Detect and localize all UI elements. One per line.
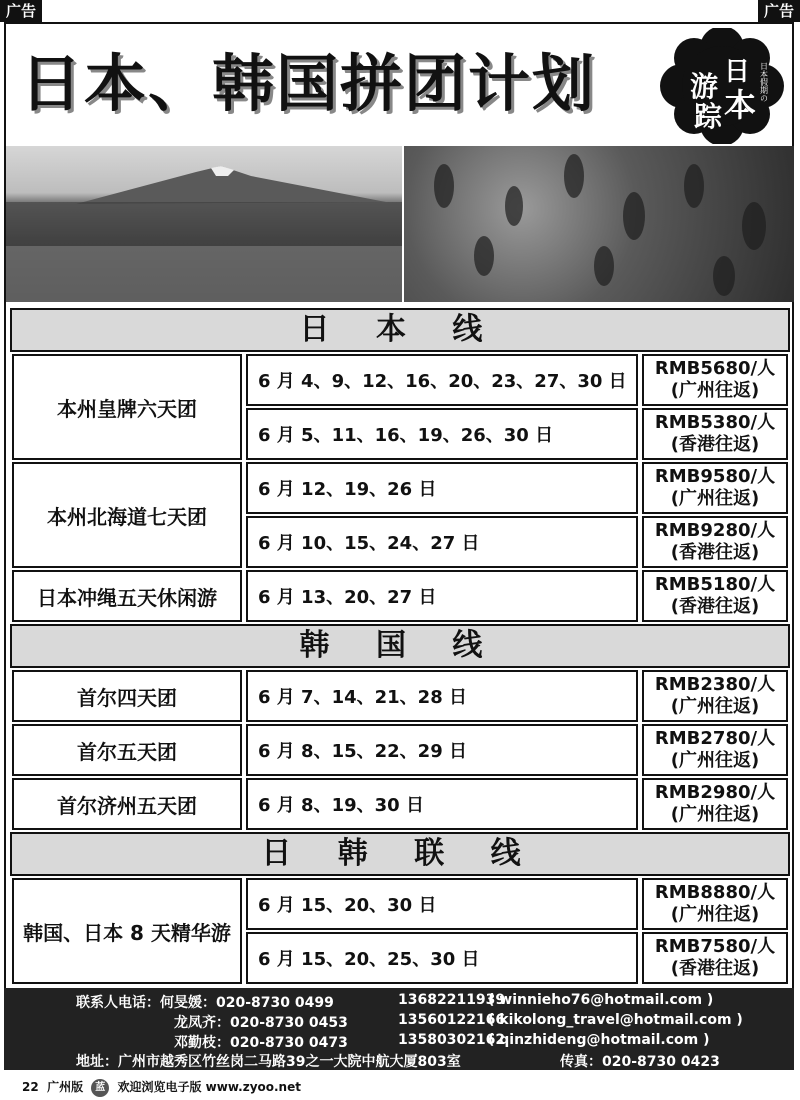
contact-email[interactable]: ( winnieho76@hotmail.com ) (488, 992, 714, 1008)
contact-mobile: 13580302162 (398, 1032, 506, 1048)
departure-dates: 6 月 5、11、16、19、26、30 日 (246, 408, 638, 460)
tour-price (642, 570, 788, 622)
contact-email[interactable]: ( kikolong_travel@hotmail.com ) (488, 1012, 743, 1028)
fax-number: 020-8730 0423 (602, 1054, 720, 1070)
price-amount: RMB2380/人 (654, 674, 776, 695)
contact-name: 何旻媛： (160, 995, 216, 1011)
route-note: (广州往返) (670, 696, 760, 717)
route-note: (广州往返) (670, 750, 760, 771)
contact-phone: 020-8730 0473 (230, 1035, 348, 1051)
tour-price (642, 778, 788, 830)
price-amount: RMB5380/人 (654, 412, 776, 433)
route-note: (广州往返) (670, 380, 760, 401)
contact-mobile: 13682211939 (398, 992, 506, 1008)
logo-char: 本 (724, 86, 757, 124)
route-note: (广州往返) (670, 804, 760, 825)
route-note: (香港往返) (670, 958, 760, 979)
edition-label: 广州版 (47, 1080, 84, 1094)
tour-name: 韩国、日本 8 天精华游 (12, 878, 242, 984)
contact-email[interactable]: ( qinzhideng@hotmail.com ) (488, 1032, 710, 1048)
tour-price (642, 724, 788, 776)
badge-icon: 蓝 (91, 1079, 109, 1097)
page-footer (22, 1078, 301, 1097)
route-note: (香港往返) (670, 542, 760, 563)
contact-name: 邓勤枝： (174, 1035, 230, 1051)
departure-dates: 6 月 15、20、30 日 (246, 878, 638, 930)
photo-lavender-closeup (404, 146, 794, 302)
route-note: (香港往返) (670, 596, 760, 617)
price-amount: RMB2780/人 (654, 728, 776, 749)
logo-char: 游 (690, 70, 719, 103)
departure-dates: 6 月 8、19、30 日 (246, 778, 638, 830)
tour-name: 日本冲绳五天休闲游 (12, 570, 242, 622)
tour-price (642, 408, 788, 460)
departure-dates: 6 月 7、14、21、28 日 (246, 670, 638, 722)
contact-mobile: 13560122166 (398, 1012, 506, 1028)
departure-dates: 6 月 10、15、24、27 日 (246, 516, 638, 568)
photo-mount-fuji-lavender (6, 146, 402, 302)
tour-price (642, 354, 788, 406)
section-heading: 日 本 线 (10, 308, 790, 352)
contact-phone: 020-8730 0499 (216, 995, 334, 1011)
tour-name: 首尔济州五天团 (12, 778, 242, 830)
route-note: (广州往返) (670, 904, 760, 925)
logo-ring-text: 日本假期の (759, 62, 769, 102)
tour-name: 首尔四天团 (12, 670, 242, 722)
tour-name: 首尔五天团 (12, 724, 242, 776)
logo-char: 日 (724, 57, 751, 87)
tour-price (642, 516, 788, 568)
price-amount: RMB7580/人 (654, 936, 776, 957)
price-amount: RMB2980/人 (654, 782, 776, 803)
route-note: (广州往返) (670, 488, 760, 509)
section-heading: 韩 国 线 (10, 624, 790, 668)
mountain-illustration (6, 146, 402, 302)
contact-label: 联系人电话： (76, 995, 160, 1011)
tour-price (642, 932, 788, 984)
contact-phone: 020-8730 0453 (230, 1015, 348, 1031)
contact-panel (4, 988, 794, 1070)
tour-price (642, 462, 788, 514)
address-text: 广州市越秀区竹丝岗二马路39之一大院中航大厦803室 (118, 1054, 461, 1070)
price-amount: RMB5680/人 (654, 358, 776, 379)
departure-dates: 6 月 15、20、25、30 日 (246, 932, 638, 984)
tour-price (642, 878, 788, 930)
price-amount: RMB9580/人 (654, 466, 776, 487)
departure-dates: 6 月 4、9、12、16、20、23、27、30 日 (246, 354, 638, 406)
tour-name: 本州北海道七天团 (12, 462, 242, 568)
photo-strip (6, 146, 794, 302)
contact-name: 龙凤齐： (174, 1015, 230, 1031)
route-note: (香港往返) (670, 434, 760, 455)
price-amount: RMB8880/人 (654, 882, 776, 903)
travel-logo (660, 28, 784, 144)
lavender-illustration (404, 146, 794, 302)
footer-slogan: 欢迎浏览电子版 (117, 1080, 202, 1094)
price-amount: RMB5180/人 (654, 574, 776, 595)
fax-label: 传真： (560, 1054, 602, 1070)
price-amount: RMB9280/人 (654, 520, 776, 541)
page-number: 22 (22, 1080, 39, 1094)
footer-url[interactable]: www.zyoo.net (205, 1080, 301, 1094)
ad-tag-right: 广告 (758, 0, 800, 22)
ad-tag-left: 广告 (0, 0, 42, 22)
address-label: 地址： (76, 1054, 118, 1070)
departure-dates: 6 月 8、15、22、29 日 (246, 724, 638, 776)
logo-char: 踪 (694, 100, 723, 133)
page-title: 日本、韩国拼团计划 (20, 47, 597, 120)
departure-dates: 6 月 13、20、27 日 (246, 570, 638, 622)
tour-price (642, 670, 788, 722)
tour-name: 本州皇牌六天团 (12, 354, 242, 460)
section-heading: 日 韩 联 线 (10, 832, 790, 876)
departure-dates: 6 月 12、19、26 日 (246, 462, 638, 514)
